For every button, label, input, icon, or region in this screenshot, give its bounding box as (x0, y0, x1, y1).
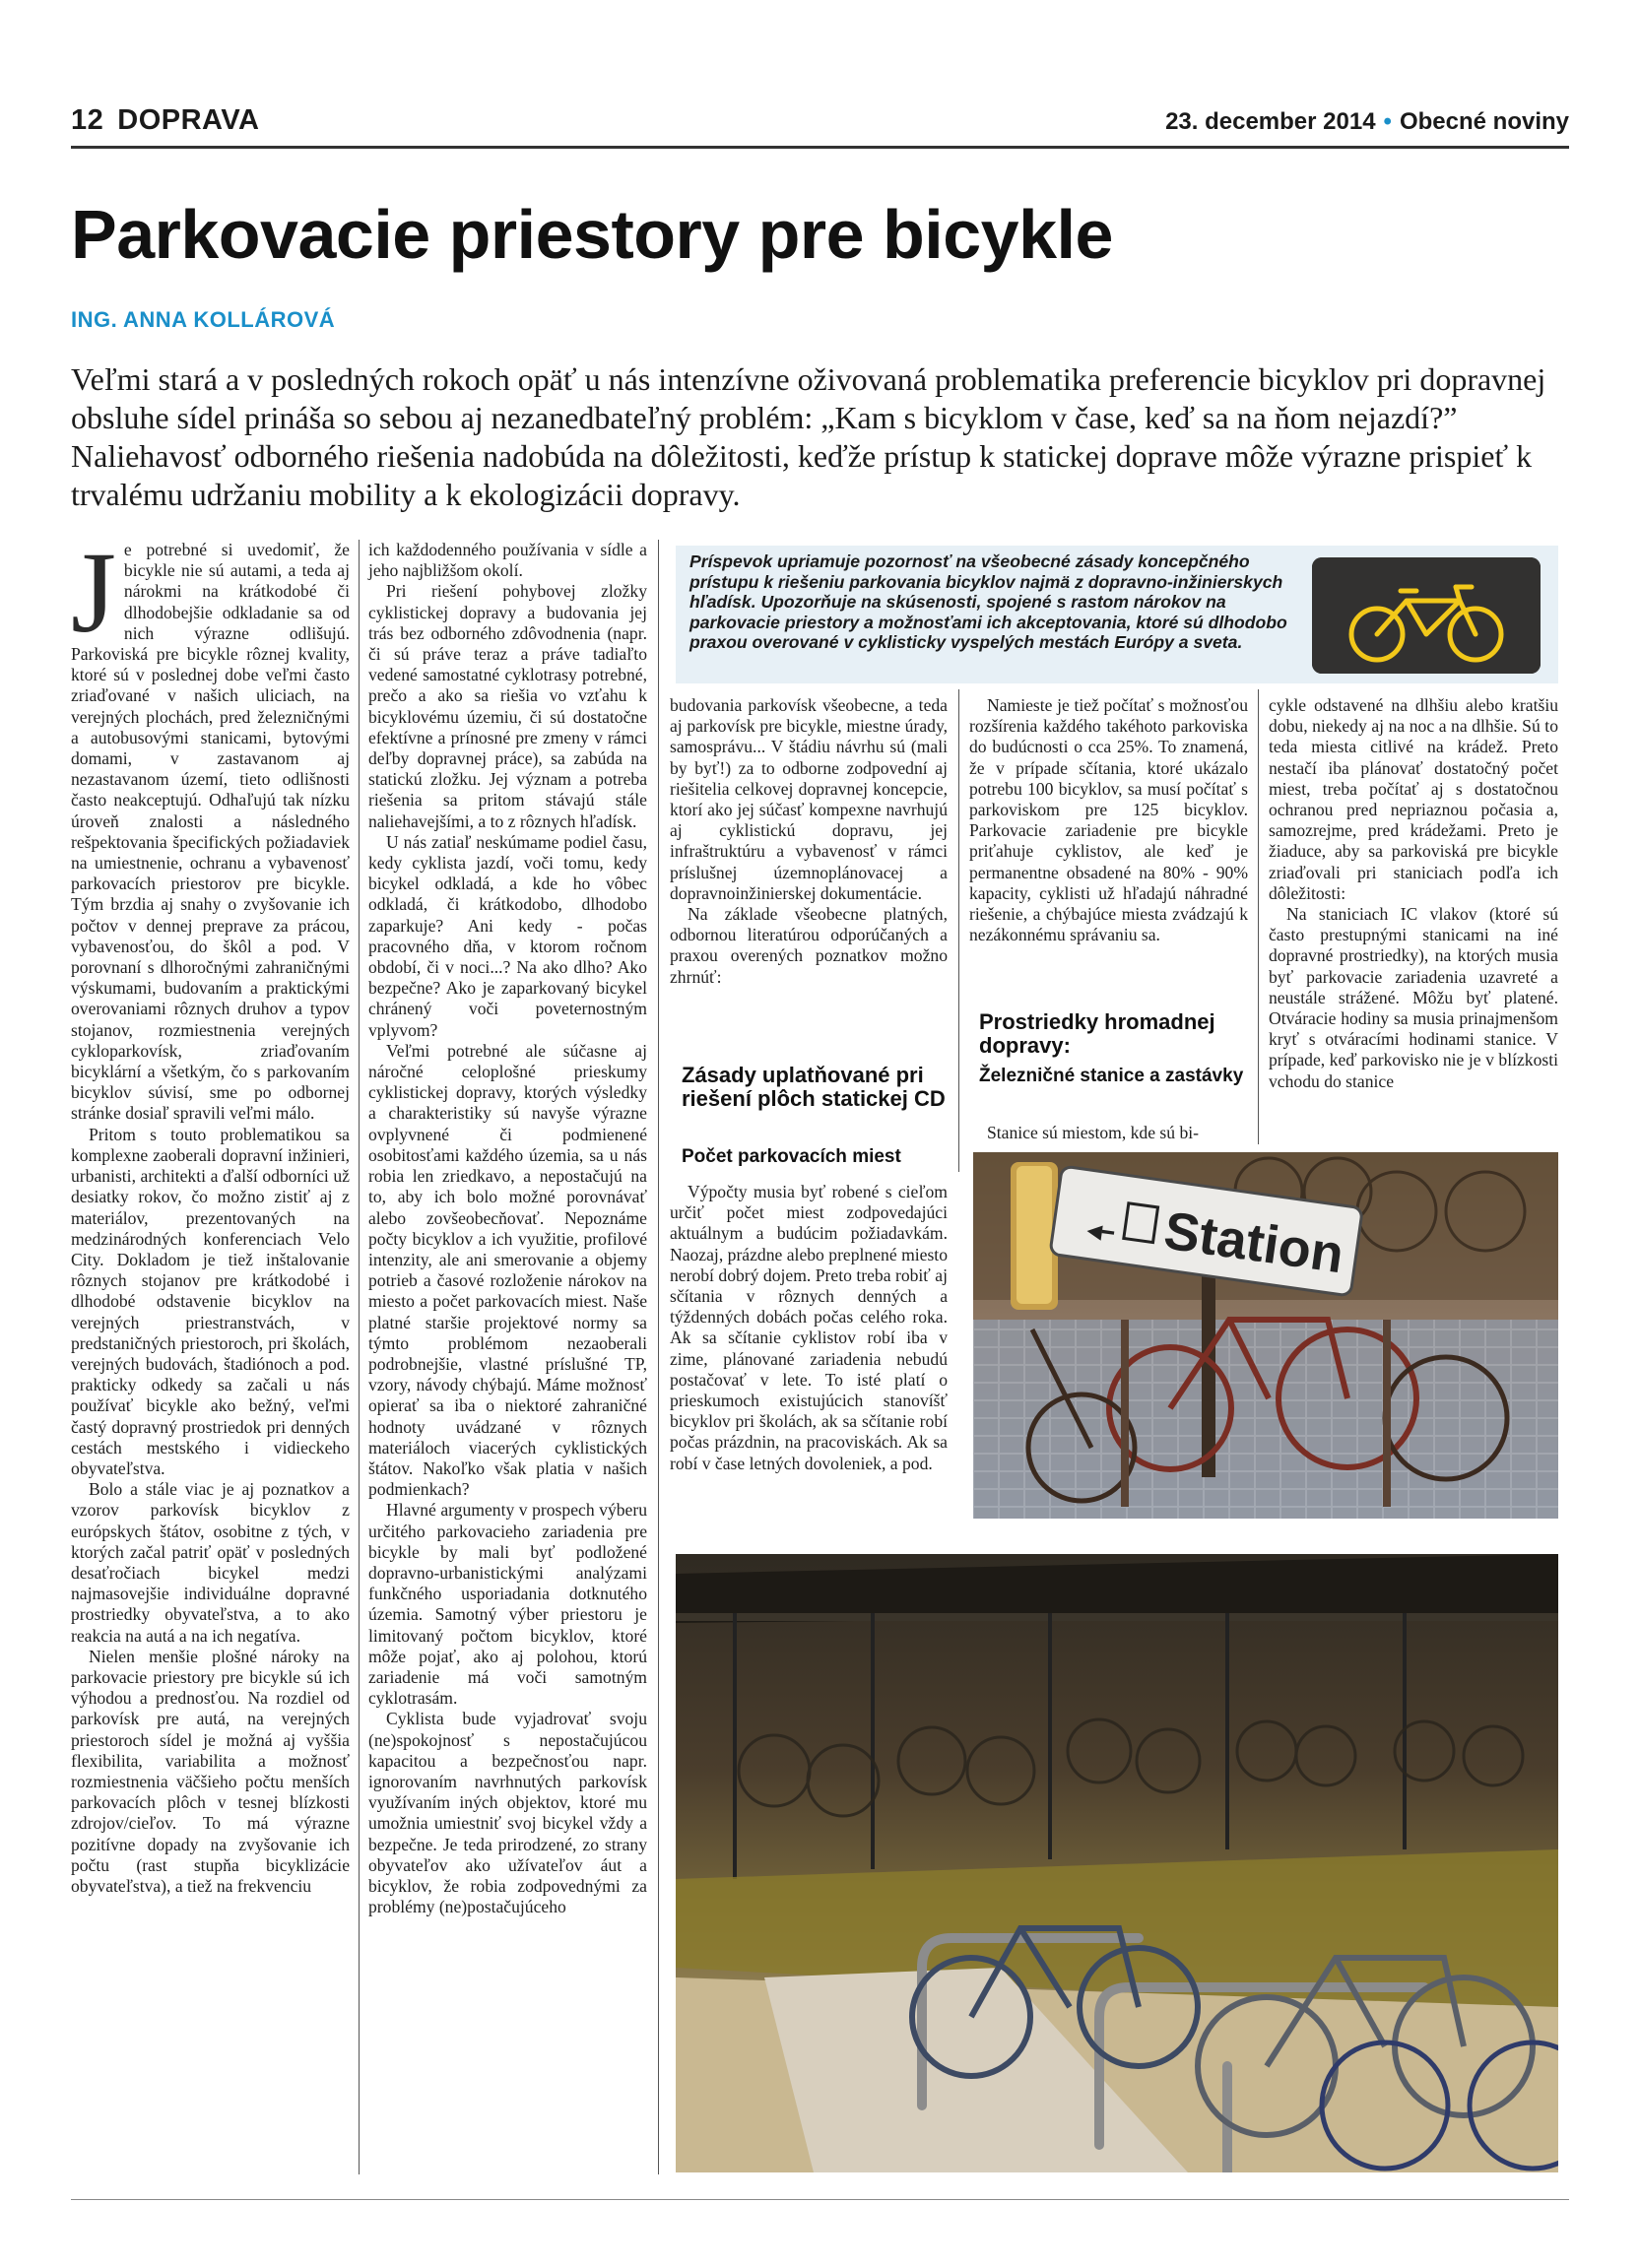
section-header (71, 104, 259, 137)
paragraph: Hlavné argumenty v prospech výberu určitého parkovacieho zariadenia pre bicykle by mali byť podložené dopravno-urbanistickými analýzami funkčného usporiadania dotknutého územia. Samotný výber priestoru je limitovaný počtom bicyklov, ktoré môže pojať, ako aj polohou, ktorú zariadenie má voči samotným cyklotrasám. (368, 1500, 647, 1709)
paragraph: ich každodenného používania v sídle a jeho najbližšom okolí. (368, 540, 647, 581)
parking-lot-bicycles-photo (676, 1554, 1558, 2172)
bicycle-lane-symbol-photo (1312, 557, 1541, 674)
paragraph: Pri riešení pohybovej zložky cyklistickej dopravy a budovania jej trás bez odborného zdôvodnenia (napr. či sú práve teraz a práve tadiaľto vedené samostatné cyklotrasy potrebné, prečo a ako sa riešia vo vzťahu k bicyklovému územiu, či sú dostatočne efektívne a prínosné pre zmeny v rámci deľby dopravnej práce), sa zabúda na statickú zložku. Jej význam a potreba riešenia sa pritom stávajú stále naliehavejšími, a to z rôznych hľadísk. (368, 581, 647, 831)
section-name: DOPRAVA (117, 104, 260, 136)
column-divider (958, 689, 959, 1172)
subheading-parking-count: Počet parkovacích miest (682, 1146, 901, 1167)
paragraph: Nielen menšie plošné nároky na parkovacie priestory pre bicykle sú ich výhodou a prednosťou. Na rozdiel od parkovísk pre autá, na verejných priestoroch sídel je možná aj vyššia flexibilita, variabilita a možnosť rozmiestnenia väčšieho počtu menších parkovacích plôch v tesnej blízkosti zdrojov/cieľov. To má výrazne pozitívne dopady na zvyšovanie ich počtu (rast stupňa bicyklizácie obyvateľstva), a tiež na frekvenciu (71, 1646, 350, 1896)
column-divider (1258, 689, 1259, 1144)
station-sign-text: Station (1160, 1200, 1347, 1285)
paragraph: e potrebné si uvedomiť, že bicykle nie sú autami, a teda aj nárokmi na krátkodobé či dlhodobejšie odkladanie sa od nich výrazne odlišujú. Parkoviská pre bicykle rôznej kvality, ktoré sú v poslednej dobe veľmi často zriaďované v našich uliciach, na verejných plochách, pred železničnými a autobusovými stanicami, bytovými domami, v zastavanom aj nezastavanom území, tieto odlišnosti často neakceptujú. Odhaľujú tak nízku úroveň znalosti a následného rešpektovania špecifických požiadaviek na umiestnenie, ochranu a vybavenosť parkovacích priestorov pre bicykle. Tým brzdia aj snahy o zvyšovanie ich počtov v dennej preprave za prácou, vybavenosťou, do škôl a pod. V porovnaní s dlhoročnými zahraničnými výskumami, budovaním a praktickými overovaniami rôznych druhov a typov stojanov, rozmiestnenia verejných cykloparkovísk, zriaďovaním bicyklární a všetkým, čo s parkovaním bicyklov súvisí, sme po odbornej stránke dosiaľ spravili veľmi málo. (71, 540, 350, 1124)
svg-text:◀━: ◀━ (1085, 1219, 1116, 1245)
article-title: Parkovacie priestory pre bicykle (71, 196, 1113, 273)
text-column-3 (670, 695, 948, 988)
column-divider (658, 540, 659, 2174)
text-column-4 (969, 695, 1248, 945)
article-lead: Veľmi stará a v posledných rokoch opäť u nás intenzívne oživovaná problematika preferencie bicyklov pri dopravnej obsluhe sídel prináša so sebou aj nezanedbateľný problém: „Kam s bicyklom v čase, keď sa na ňom nejazdí?” Naliehavosť odborného riešenia nadobúda na dôležitosti, keďže prístup k statickej doprave môže výrazne prispieť k trvalému udržaniu mobility a k ekologizácii dopravy. (71, 361, 1546, 512)
page-number: 12 (71, 104, 104, 136)
issue-date: 23. december 2014 (1165, 108, 1376, 135)
text-column-4b (969, 1123, 1248, 1143)
subheading-principles: Zásady uplatňované pri riešení plôch statickej CD (682, 1063, 946, 1111)
paragraph: U nás zatiaľ neskúmame podiel času, kedy cyklista jazdí, voči tomu, kedy bicykel odkladá, a kde ho vôbec odkladá, či krátkodobo, dlhodobo zaparkuje? Ani kedy - počas pracovného dňa, v ktorom ročnom období, či v noci...? Na ako dlho? Ako bezpečne? Ako je zaparkovaný bicykel chránený voči poveternostným vplyvom? (368, 831, 647, 1040)
paragraph: Výpočty musia byť robené s cieľom určiť počet miest zodpovedajúci aktuálnym a budúcim požiadavkám. Naozaj, prázdne alebo preplnené miesto nerobí dobrý dojem. Preto treba robiť aj sčítania v rôznych denných a týždenných dobách počas celého roka. Ak sa sčítanie cyklistov robí iba v zime, plánované zariadenia nebudú postačovať v lete. To isté platí o prieskumoch existujúcich stanovíšť bicyklov pri školách, ak sa sčítanie robí počas prázdnin, na pracoviskách. Ak sa robí v čase letných dovoleniek, a pod. (670, 1182, 948, 1473)
callout-text: Príspevok upriamuje pozornosť na všeobecné zásady koncepčného prístupu k riešeniu parkovania bicyklov najmä z dopravno-inžinierskych hľadísk. Upozorňuje na skúsenosti, spojené s rastom nárokov na parkovacie priestory a možnosťami ich akceptovania, ktoré sú dlhodobo praxou overované v cyklisticky vyspelých mestách Európy a sveta. (689, 551, 1287, 652)
drop-cap: J (71, 528, 116, 657)
publication-name: Obecné noviny (1399, 108, 1569, 135)
paragraph: Veľmi potrebné ale súčasne aj náročné celoplošné prieskumy cyklistickej dopravy, ktorých výsledky a charakteristiky sú navyše výrazne ovplyvnené či podmienené osobitosťami každého územia, sa u nás robia len zriedkavo, a nepostačujú na to, aby ich bolo možné porovnávať alebo zovšeobecňovať. Nepoznáme počty bicyklov a ich využitie, profilové intenzity, ale ani smerovanie a objemy potrieb a časové rozloženie nárokov na miesto a počet parkovacích miest. Naše platné staršie projektové normy sa týmto problémom nezaoberali podrobnejšie, vlastné príslušné TP, vzory, návody chýbajú. Máme možnosť opierať sa iba o niektoré zahraničné hodnoty uvádzané v rôznych materiáloch viacerých cyklistických štátov. Nakoľko však platia v našich podmienkach? (368, 1040, 647, 1500)
paragraph: Bolo a stále viac je aj poznatkov a vzorov parkovísk bicyklov z európskych štátov, osobitne z tých, v ktorých začal patriť opäť v posledných desaťročiach bicykel medzi najmasovejšie individuálne dopravné prostriedky obyvateľstva, a to ako reakcia na autá a na ich negatíva. (71, 1479, 350, 1646)
paragraph: Cyklista bude vyjadrovať svoju (ne)spokojnosť s nepostačujúcou kapacitou a bezpečnosťou napr. ignorovaním navrhnutých parkovísk využívaním iných objektov, ktoré mu umožnia umiestniť svoj bicykel vždy a bezpečne. Je teda prirodzené, zo strany obyvateľov ako užívateľov áut a bicyklov, že robia zodpovednými za problémy (ne)postačujúceho (368, 1709, 647, 1917)
paragraph: Namieste je tiež počítať s možnosťou rozšírenia každého takéhoto parkoviska do budúcnosti o cca 25%. To znamená, že v prípade sčítania, ktoré ukázalo potrebu 100 bicyklov, sa musí počítať s parkoviskom pre 125 bicyklov. Parkovacie zariadenie pre bicykle priťahuje cyklistov, ale keď je permanentne obsadené na 80% - 90% kapacity, cyklisti už hľadajú náhradné riešenie, a chýbajúce miesta zvádzajú k nezákonnému správaniu sa. (969, 695, 1248, 945)
paragraph: Pritom s touto problematikou sa komplexne zaoberali dopravní inžinieri, urbanisti, architekti a ďalší odborníci už desiatky rokov, čo možno zistiť aj z materiálov, prezentovaných na medzinárodných konferenciach Velo City. Dokladom je tiež inštalovanie rôznych stojanov pre krátkodobé i dlhodobé odstavenie bicyklov na verejných priestranstvách, v predstaničných priestoroch, pri školách, verejných budovách, štadiónoch a pod. prakticky odkedy sa začali u nás používať bicykle ako bežný, veľmi častý dopravný prostriedok pri denných cestách mestského i vidieckeho obyvateľstva. (71, 1124, 350, 1478)
subheading-train-stations: Železničné stanice a zastávky (979, 1066, 1244, 1086)
text-column-1 (71, 528, 350, 1897)
paragraph: budovania parkovísk všeobecne, a teda aj parkovísk pre bicykle, miestne úrady, samosprávu... V štádiu návrhu sú (mali by byť!) za to odborne zodpovední aj riešitelia celkovej dopravnej koncepcie, ktorí ako jej súčasť kompexne navrhujú aj cyklistickú dopravu, jej infraštruktúru a vybavenosť v rámci príslušnej územnoplánovacej a dopravnoinžinierskej dokumentácie. (670, 695, 948, 903)
paragraph: cykle odstavené na dlhšiu alebo kratšiu dobu, niekedy aj na noc a na dlhšie. Sú to teda miesta citlivé na krádež. Preto nestačí iba plánovať dostatočný počet miest, treba počítať aj s dostatočnou ochranou pred nepriaznou počasia a, samozrejme, pred krádežami. Preto je žiaduce, aby sa parkoviská pre bicykle zriaďovali pri staniciach podľa ich dôležitosti: (1269, 695, 1558, 903)
article-author: ING. ANNA KOLLÁROVÁ (71, 307, 336, 332)
paragraph: Na staniciach IC vlakov (ktoré sú často prestupnými stanicami na iné dopravné prostriedky), na ktorých musia byť parkovacie zariadenia uzavreté a neustále strážené. Môžu byť platené. Otváracie hodiny sa musia prinajmenšom kryť s otváracími hodinami stanice. V prípade, keď parkovisko nie je v blízkosti vchodu do stanice (1269, 904, 1558, 1091)
issue-info (1165, 108, 1569, 136)
text-column-3b (670, 1182, 948, 1474)
header-divider (71, 146, 1569, 149)
subheading-public-transport: Prostriedky hromadnej dopravy: (979, 1009, 1215, 1058)
text-column-2 (368, 540, 647, 1917)
separator-dot: • (1383, 108, 1392, 135)
station-bicycles-photo (973, 1152, 1558, 1519)
column-divider (359, 540, 360, 2174)
footer-divider (71, 2199, 1569, 2200)
paragraph: Stanice sú miestom, kde sú bi- (987, 1123, 1200, 1142)
text-column-5 (1269, 695, 1558, 1092)
paragraph: Na základe všeobecne platných, odbornou literatúrou odporúčaných a praxou overených poznatkov možno zhrnúť: (670, 904, 948, 987)
